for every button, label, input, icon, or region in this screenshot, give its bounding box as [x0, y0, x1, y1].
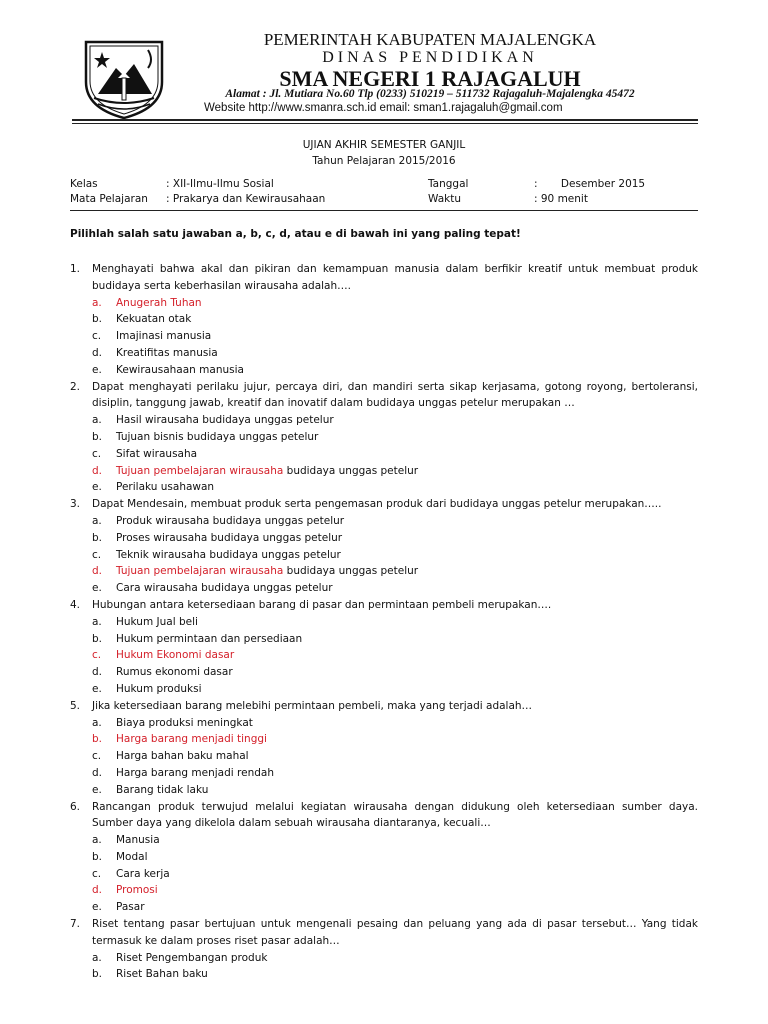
question-text: Riset tentang pasar bertujuan untuk mengenali pesaing dan peluang yang ada di pasar tersebut… Yang tidak termasuk ke dalam proses riset pasar adalah…: [92, 918, 698, 947]
answer-option: [92, 295, 698, 312]
answer-option: [92, 547, 698, 564]
option-letter: a.: [92, 716, 102, 729]
option-letter: e.: [92, 901, 102, 914]
option-text: Harga bahan baku mahal: [116, 750, 249, 763]
question-number: 1.: [70, 263, 81, 275]
answer-option: [92, 681, 698, 698]
answer-option: [92, 647, 698, 664]
answer-option: [92, 328, 698, 345]
option-text: Riset Bahan baku: [116, 968, 208, 981]
option-text: Barang tidak laku: [116, 783, 209, 796]
option-letter: b.: [92, 531, 103, 544]
meta-divider: [70, 210, 698, 211]
header-address: Alamat : Jl. Mutiara No.60 Tlp (0233) 510219 – 511732 Rajagaluh-Majalengka 45472: [225, 88, 635, 100]
question-item: [70, 597, 698, 698]
header-government-line: PEMERINTAH KABUPATEN MAJALENGKA: [263, 30, 597, 49]
option-text: Imajinasi manusia: [116, 330, 212, 343]
answer-option: [92, 479, 698, 496]
answer-option: [92, 362, 698, 379]
question-item: [70, 379, 698, 497]
answer-option: [92, 345, 698, 362]
question-item: [70, 261, 698, 379]
option-text: budidaya unggas petelur: [283, 565, 419, 578]
answer-option: [92, 429, 698, 446]
option-text: Harga barang menjadi rendah: [116, 766, 274, 779]
option-text: Hukum permintaan dan persediaan: [116, 632, 303, 645]
option-letter: b.: [92, 850, 103, 863]
question-text: Hubungan antara ketersediaan barang di pasar dan permintaan pembeli merupakan….: [92, 598, 552, 611]
option-highlighted-text: Harga barang menjadi tinggi: [116, 733, 267, 746]
option-letter: a.: [92, 951, 102, 964]
answer-option: [92, 950, 698, 967]
option-text: Manusia: [116, 834, 160, 847]
option-letter: e.: [92, 481, 102, 494]
exam-title: UJIAN AKHIR SEMESTER GANJIL: [302, 139, 466, 151]
answer-option: [92, 832, 698, 849]
answer-option: [92, 614, 698, 631]
option-letter: b.: [92, 313, 103, 326]
answer-option: [92, 866, 698, 883]
option-letter: b.: [92, 733, 103, 746]
header-divider-thick: [72, 119, 698, 121]
question-item: [70, 698, 698, 799]
option-letter: c.: [92, 867, 102, 880]
question-item: [70, 916, 698, 983]
question-number: 6.: [70, 800, 81, 813]
option-letter: a.: [92, 834, 102, 847]
option-letter: a.: [92, 615, 102, 628]
answer-option: [92, 664, 698, 681]
question-number: 7.: [70, 918, 81, 931]
option-letter: c.: [92, 548, 102, 561]
option-letter: b.: [92, 632, 103, 645]
header-divider-thin: [72, 123, 698, 124]
answer-option: [92, 748, 698, 765]
option-letter: d.: [92, 666, 103, 679]
question-text: Dapat Mendesain, membuat produk serta pengemasan produk dari budidaya unggas petelur merupakan…..: [92, 498, 662, 511]
answer-option: [92, 882, 698, 899]
answer-option: [92, 899, 698, 916]
answer-option: [92, 631, 698, 648]
option-letter: d.: [92, 464, 103, 477]
tanggal-label: Tanggal: [428, 178, 469, 190]
answer-option: [92, 311, 698, 328]
question-text: Dapat menghayati perilaku jujur, percaya diri, dan mandiri serta sikap kerjasama, gotong royong, bertoleransi, disiplin, tanggung jawab, kreatif dan inovatif dalam budidaya unggas petelur merupakan …: [92, 380, 698, 410]
answer-option: [92, 463, 698, 480]
option-letter: e.: [92, 363, 102, 376]
option-highlighted-text: Hukum Ekonomi dasar: [116, 649, 235, 662]
option-text: Biaya produksi meningkat: [116, 716, 253, 729]
question-number: 5.: [70, 699, 81, 712]
option-text: Cara kerja: [116, 867, 170, 880]
answer-option: [92, 782, 698, 799]
answer-option: [92, 412, 698, 429]
option-highlighted-text: Anugerah Tuhan: [116, 296, 202, 309]
question-text: Menghayati bahwa akal dan pikiran dan kemampuan manusia dalam berfikir kreatif untuk membuat produk budidaya serta keberhasilan wirausaha adalah….: [92, 263, 698, 292]
option-text: Hasil wirausaha budidaya unggas petelur: [116, 414, 334, 427]
header-website-email: Website http://www.smanra.sch.id email: sman1.rajagaluh@gmail.com: [204, 102, 563, 114]
mapel-label: Mata Pelajaran: [70, 193, 148, 205]
question-item: [70, 799, 698, 917]
question-text: Rancangan produk terwujud melalui kegiatan wirausaha dengan didukung oleh ketersediaan sumber daya. Sumber daya yang dikelola dalam sebuah wirausaha diantaranya, kecuali…: [92, 800, 698, 830]
question-number: 3.: [70, 498, 81, 511]
option-letter: a.: [92, 414, 102, 427]
option-text: Proses wirausaha budidaya unggas petelur: [116, 531, 343, 544]
header-school-name: SMA NEGERI 1 RAJAGALUH: [279, 66, 581, 91]
question-item: [70, 496, 698, 597]
tanggal-value: : Desember 2015: [534, 178, 646, 190]
exam-heading: [0, 137, 768, 169]
question-number: 4.: [70, 598, 81, 611]
option-text: budidaya unggas petelur: [283, 464, 419, 477]
header-agency-line: DINAS PENDIDIKAN: [322, 49, 538, 66]
option-text: Perilaku usahawan: [116, 481, 215, 494]
instruction-text: Pilihlah salah satu jawaban a, b, c, d, atau e di bawah ini yang paling tepat!: [70, 228, 521, 240]
option-text: Kreatifitas manusia: [116, 346, 218, 359]
option-text: Hukum Jual beli: [116, 615, 198, 628]
option-text: Kekuatan otak: [116, 313, 192, 326]
option-letter: e.: [92, 582, 102, 595]
option-letter: a.: [92, 514, 102, 527]
option-highlighted-text: Tujuan pembelajaran wirausaha: [116, 464, 284, 477]
answer-option: [92, 563, 698, 580]
mapel-value: : Prakarya dan Kewirausahaan: [166, 193, 326, 205]
option-letter: a.: [92, 296, 102, 309]
option-highlighted-text: Promosi: [116, 884, 158, 897]
option-text: Modal: [116, 850, 148, 863]
kelas-value: : XII-Ilmu-Ilmu Sosial: [166, 178, 274, 190]
question-list: [70, 261, 698, 983]
option-letter: c.: [92, 447, 102, 460]
option-text: Teknik wirausaha budidaya unggas petelur: [116, 548, 341, 561]
exam-year: Tahun Pelajaran 2015/2016: [312, 155, 456, 167]
option-highlighted-text: Tujuan pembelajaran wirausaha: [116, 565, 284, 578]
option-text: Sifat wirausaha: [116, 447, 198, 460]
answer-option: [92, 580, 698, 597]
option-letter: d.: [92, 766, 103, 779]
option-letter: b.: [92, 968, 103, 981]
answer-option: [92, 446, 698, 463]
option-text: Rumus ekonomi dasar: [116, 666, 233, 679]
answer-option: [92, 530, 698, 547]
waktu-label: Waktu: [428, 193, 461, 205]
option-letter: d.: [92, 565, 103, 578]
waktu-value: : 90 menit: [534, 193, 588, 205]
option-letter: d.: [92, 884, 103, 897]
option-text: Produk wirausaha budidaya unggas petelur: [116, 514, 345, 527]
answer-option: [92, 849, 698, 866]
option-letter: c.: [92, 649, 102, 662]
option-letter: d.: [92, 346, 103, 359]
option-letter: c.: [92, 750, 102, 763]
option-text: Pasar: [116, 901, 145, 914]
option-letter: c.: [92, 330, 102, 343]
answer-option: [92, 715, 698, 732]
option-letter: e.: [92, 682, 102, 695]
option-text: Riset Pengembangan produk: [116, 951, 268, 964]
kelas-label: Kelas: [70, 178, 98, 190]
regency-seal-logo: [78, 38, 170, 120]
option-letter: e.: [92, 783, 102, 796]
answer-option: [92, 731, 698, 748]
answer-option: [92, 765, 698, 782]
option-letter: b.: [92, 430, 103, 443]
question-text: Jika ketersediaan barang melebihi permintaan pembeli, maka yang terjadi adalah…: [92, 699, 533, 712]
option-text: Hukum produksi: [116, 682, 202, 695]
question-number: 2.: [70, 380, 81, 393]
option-text: Tujuan bisnis budidaya unggas petelur: [116, 430, 319, 443]
option-text: Cara wirausaha budidaya unggas petelur: [116, 582, 333, 595]
answer-option: [92, 513, 698, 530]
option-text: Kewirausahaan manusia: [116, 363, 244, 376]
answer-option: [92, 966, 698, 983]
